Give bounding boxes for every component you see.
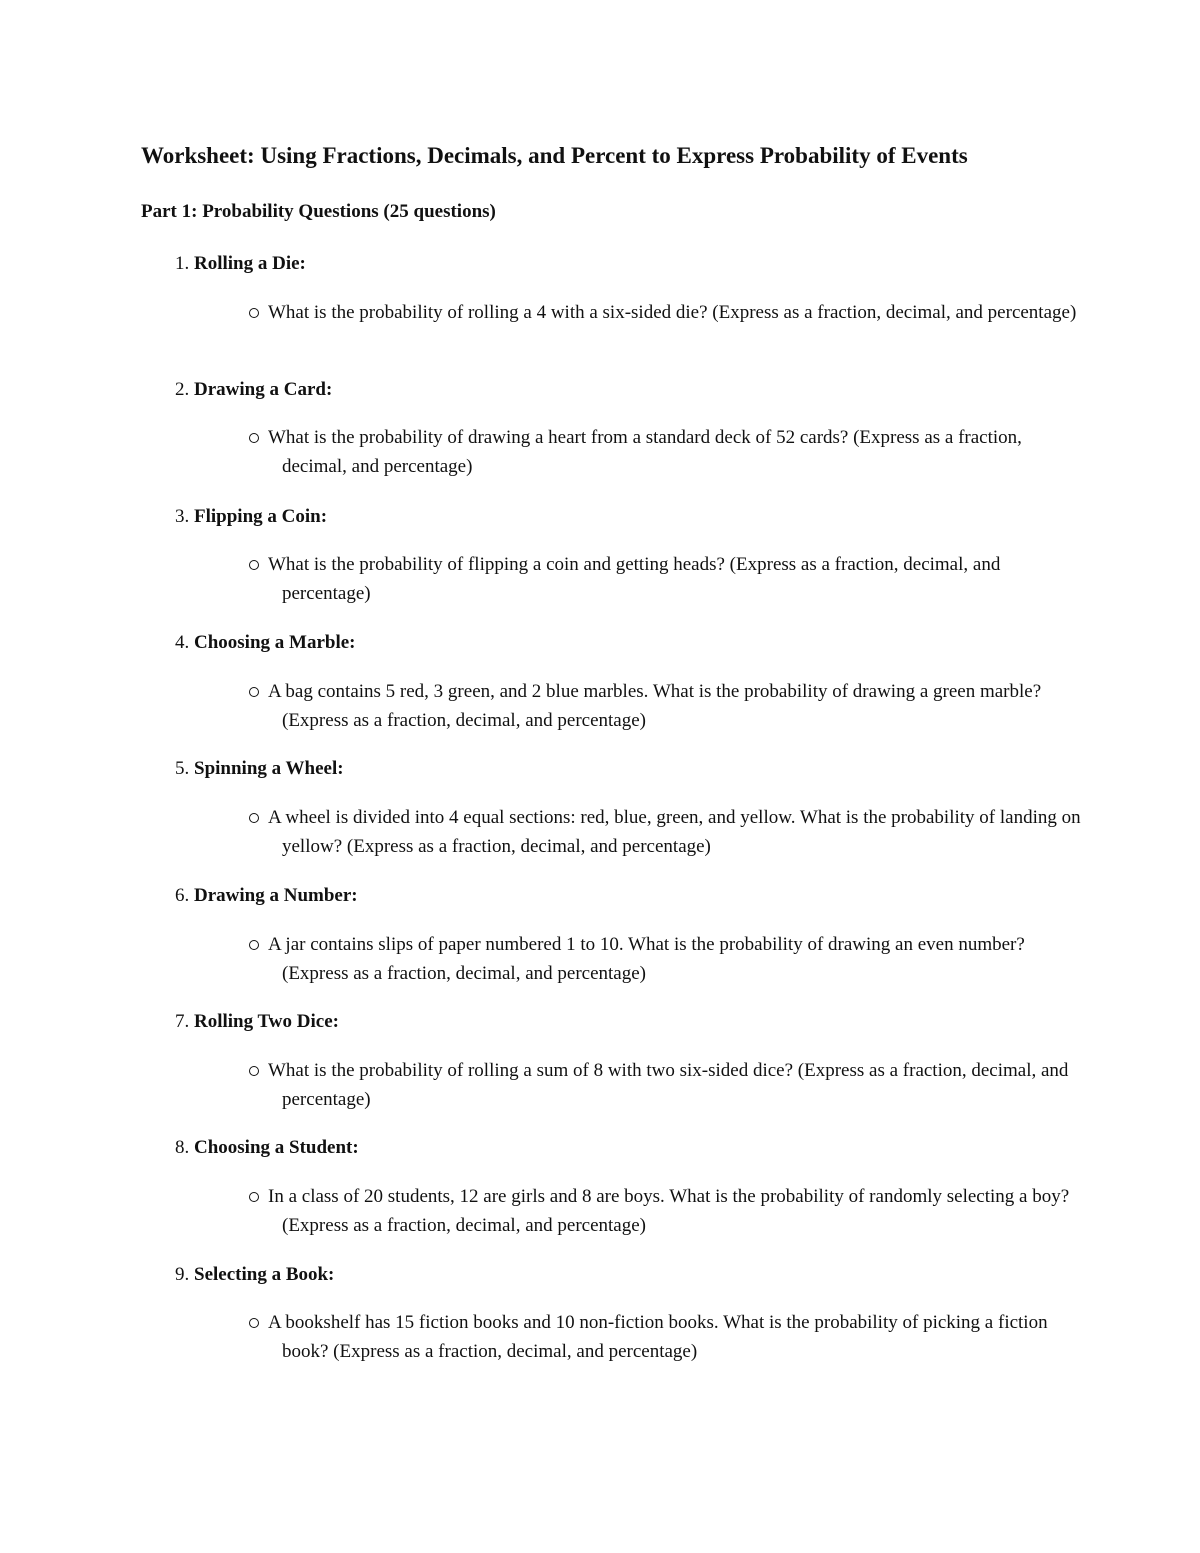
question-text: A bag contains 5 red, 3 green, and 2 blue marbles. What is the probability of drawing a green marble? (Express as a fraction, decimal, and percentage) <box>268 681 1042 731</box>
question-text: What is the probability of rolling a 4 with a six-sided die? (Express as a fraction, decimal, and percentage) <box>268 302 1077 323</box>
question-number: 3. <box>175 506 190 527</box>
question-title <box>175 251 306 277</box>
question-number: 2. <box>175 379 190 400</box>
question-title <box>175 883 358 909</box>
circle-bullet-icon <box>249 308 259 318</box>
question-heading: Choosing a Student: <box>194 1137 359 1158</box>
question-number: 8. <box>175 1137 190 1158</box>
circle-bullet-icon <box>249 940 259 950</box>
question-text: In a class of 20 students, 12 are girls and 8 are boys. What is the probability of randomly selecting a boy? (Express as a fraction, decimal, and percentage) <box>268 1186 1070 1236</box>
question-heading: Selecting a Book: <box>194 1264 335 1285</box>
question-number: 6. <box>175 885 190 906</box>
question-text: A jar contains slips of paper numbered 1 to 10. What is the probability of drawing an even number? (Express as a fraction, decimal, and percentage) <box>268 934 1025 984</box>
question-text: What is the probability of rolling a sum of 8 with two six-sided dice? (Express as a fraction, decimal, and percentage) <box>268 1060 1069 1110</box>
question-heading: Rolling Two Dice: <box>194 1011 339 1032</box>
question-text: What is the probability of drawing a heart from a standard deck of 52 cards? (Express as a fraction, decimal, and percentage) <box>268 427 1022 477</box>
question-title <box>175 1135 359 1161</box>
page-title: Worksheet: Using Fractions, Decimals, and Percent to Express Probability of Events <box>141 143 968 168</box>
question-heading: Drawing a Number: <box>194 885 358 906</box>
question-heading: Flipping a Coin: <box>194 506 328 527</box>
question-heading: Rolling a Die: <box>194 253 306 274</box>
question-text: A wheel is divided into 4 equal sections: red, blue, green, and yellow. What is the probability of landing on yellow? (Express as a fraction, decimal, and percentage) <box>268 807 1081 857</box>
question-number: 7. <box>175 1011 190 1032</box>
circle-bullet-icon <box>249 1318 259 1328</box>
circle-bullet-icon <box>249 1192 259 1202</box>
circle-bullet-icon <box>249 1066 259 1076</box>
question-title <box>175 756 344 782</box>
question-number: 9. <box>175 1264 190 1285</box>
question-heading: Drawing a Card: <box>194 379 333 400</box>
question-title <box>175 377 332 403</box>
question-title <box>175 630 356 656</box>
circle-bullet-icon <box>249 687 259 697</box>
question-title <box>175 1262 334 1288</box>
question-heading: Spinning a Wheel: <box>194 758 344 779</box>
question-text: A bookshelf has 15 fiction books and 10 non-fiction books. What is the probability of picking a fiction book? (Express as a fraction, decimal, and percentage) <box>268 1312 1048 1362</box>
part-heading: Part 1: Probability Questions (25 questions) <box>141 201 496 222</box>
question-number: 1. <box>175 253 190 274</box>
question-title <box>175 504 327 530</box>
circle-bullet-icon <box>249 560 259 570</box>
question-text: What is the probability of flipping a coin and getting heads? (Express as a fraction, decimal, and percentage) <box>268 554 1001 604</box>
question-heading: Choosing a Marble: <box>194 632 356 653</box>
circle-bullet-icon <box>249 813 259 823</box>
question-title <box>175 1009 339 1035</box>
question-number: 5. <box>175 758 190 779</box>
circle-bullet-icon <box>249 433 259 443</box>
question-number: 4. <box>175 632 190 653</box>
